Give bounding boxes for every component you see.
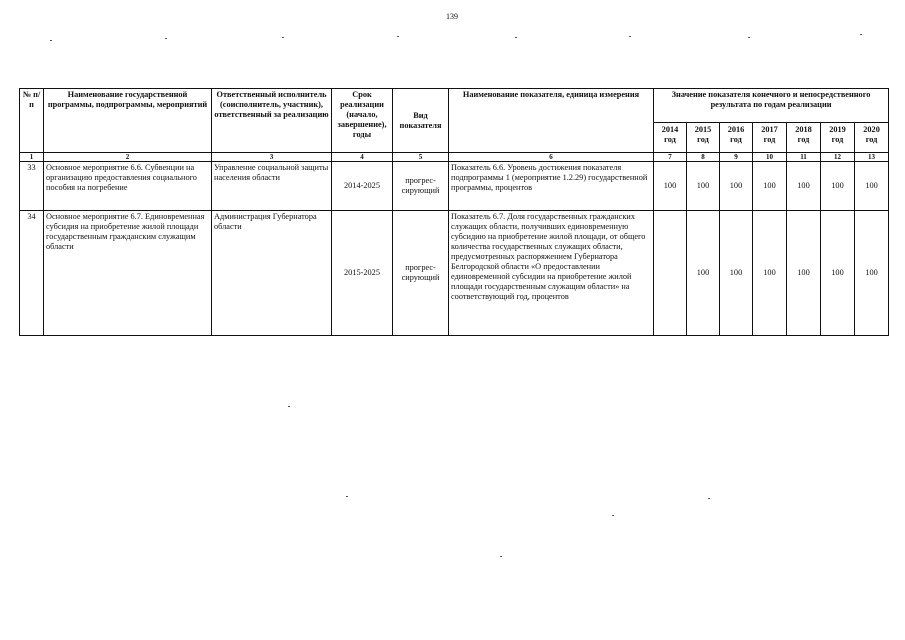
- row-value: 100: [720, 211, 753, 336]
- row-name: Основное мероприятие 6.6. Субвенции на организацию предоставления социального пособия на погребение: [44, 162, 212, 211]
- column-number: 6: [449, 153, 654, 162]
- column-number: 5: [393, 153, 449, 162]
- header-num: № п/п: [20, 89, 44, 153]
- row-kind: прогрес-сирующий: [393, 211, 449, 336]
- header-responsible: Ответственный исполнитель (соисполнитель, участник), ответственный за реализацию: [212, 89, 332, 153]
- row-kind: прогрес-сирующий: [393, 162, 449, 211]
- header-values: Значение показателя конечного и непосредственного результата по годам реализации: [654, 89, 889, 123]
- row-responsible: Администрация Губернатора области: [212, 211, 332, 336]
- header-year-2018: 2018 год: [787, 123, 821, 153]
- header-year-2016: 2016 год: [720, 123, 753, 153]
- header-year-2017: 2017 год: [753, 123, 787, 153]
- header-name: Наименование государственной программы, подпрограммы, мероприятий: [44, 89, 212, 153]
- column-number: 9: [720, 153, 753, 162]
- column-number: 7: [654, 153, 687, 162]
- row-responsible: Управление социальной защиты населения области: [212, 162, 332, 211]
- row-value: 100: [855, 211, 889, 336]
- page-number: 139: [446, 12, 458, 21]
- row-value: 100: [753, 211, 787, 336]
- row-term: 2014-2025: [332, 162, 393, 211]
- column-number: 1: [20, 153, 44, 162]
- row-value: [654, 211, 687, 336]
- row-value: 100: [687, 211, 720, 336]
- row-value: 100: [855, 162, 889, 211]
- row-indicator: Показатель 6.6. Уровень достижения показателя подпрограммы 1 (мероприятие 1.2.29) государственной программы, процентов: [449, 162, 654, 211]
- column-number: 8: [687, 153, 720, 162]
- row-indicator: Показатель 6.7. Доля государственных гражданских служащих области, получивших единовременную субсидию на приобретение жилой площади, от общего количества государственных служащих области, предусмотренных распоряжением Губернатора Белгородской области «О предоставлении единовременной субсидии на приобретение жилой площади государственным служащим области» на соответствующий год, процентов: [449, 211, 654, 336]
- column-number: 10: [753, 153, 787, 162]
- header-year-2020: 2020 год: [855, 123, 889, 153]
- row-num: 34: [20, 211, 44, 336]
- header-indicator: Наименование показателя, единица измерения: [449, 89, 654, 153]
- row-value: 100: [821, 211, 855, 336]
- column-number: 12: [821, 153, 855, 162]
- column-number: 4: [332, 153, 393, 162]
- row-value: 100: [720, 162, 753, 211]
- row-value: 100: [687, 162, 720, 211]
- column-number-row: [20, 153, 889, 162]
- row-value: 100: [787, 211, 821, 336]
- column-number: 2: [44, 153, 212, 162]
- row-value: 100: [753, 162, 787, 211]
- header-term: Срок реализации (начало, завершение), годы: [332, 89, 393, 153]
- header-kind: Вид показателя: [393, 89, 449, 153]
- column-number: 13: [855, 153, 889, 162]
- header-year-2015: 2015 год: [687, 123, 720, 153]
- table-row: [20, 211, 889, 336]
- table-row: [20, 162, 889, 211]
- header-year-2019: 2019 год: [821, 123, 855, 153]
- indicator-table: [19, 88, 889, 336]
- row-num: 33: [20, 162, 44, 211]
- row-value: 100: [654, 162, 687, 211]
- header-year-2014: 2014 год: [654, 123, 687, 153]
- row-value: 100: [787, 162, 821, 211]
- row-name: Основное мероприятие 6.7. Единовременная субсидия на приобретение жилой площади государственным гражданским служащим области: [44, 211, 212, 336]
- row-value: 100: [821, 162, 855, 211]
- column-number: 3: [212, 153, 332, 162]
- column-number: 11: [787, 153, 821, 162]
- row-term: 2015-2025: [332, 211, 393, 336]
